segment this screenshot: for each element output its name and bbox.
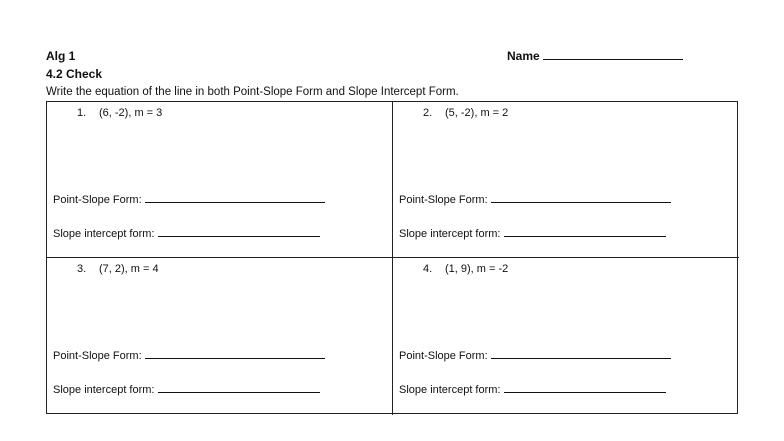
name-label: Name: [507, 49, 540, 63]
slope-intercept-answer: [399, 226, 666, 241]
problem-grid: [46, 101, 738, 414]
point-slope-blank[interactable]: [145, 192, 325, 203]
name-field: [507, 47, 683, 65]
problem-number: 3.: [77, 263, 87, 275]
problem-cell-1: [47, 102, 393, 258]
point-slope-blank[interactable]: [491, 192, 671, 203]
problem-cell-2: [393, 102, 739, 258]
slope-intercept-label: Slope intercept form:: [399, 384, 501, 396]
problem-prompt: [423, 106, 508, 120]
slope-intercept-answer: [399, 382, 666, 397]
slope-intercept-blank[interactable]: [504, 382, 666, 393]
name-blank[interactable]: [543, 47, 683, 60]
problem-cell-3: [47, 258, 393, 415]
problem-cell-4: [393, 258, 739, 415]
point-slope-answer: [53, 348, 325, 363]
point-slope-blank[interactable]: [145, 348, 325, 359]
problem-number: 2.: [423, 107, 433, 119]
problem-number: 4.: [423, 263, 433, 275]
problem-text: (5, -2), m = 2: [445, 107, 509, 119]
problem-text: (6, -2), m = 3: [99, 107, 163, 119]
slope-intercept-answer: [53, 226, 320, 241]
problem-number: 1.: [77, 107, 87, 119]
point-slope-answer: [399, 348, 671, 363]
problem-text: (7, 2), m = 4: [99, 263, 159, 275]
slope-intercept-blank[interactable]: [158, 382, 320, 393]
slope-intercept-answer: [53, 382, 320, 397]
point-slope-answer: [53, 192, 325, 207]
point-slope-label: Point-Slope Form:: [399, 350, 488, 362]
slope-intercept-blank[interactable]: [158, 226, 320, 237]
course-title: Alg 1: [46, 49, 76, 63]
header-left: [46, 47, 102, 83]
slope-intercept-label: Slope intercept form:: [399, 228, 501, 240]
point-slope-label: Point-Slope Form:: [399, 194, 488, 206]
problem-text: (1, 9), m = -2: [445, 263, 509, 275]
point-slope-answer: [399, 192, 671, 207]
point-slope-label: Point-Slope Form:: [53, 350, 142, 362]
problem-prompt: [77, 106, 162, 120]
problem-prompt: [77, 262, 159, 276]
slope-intercept-label: Slope intercept form:: [53, 384, 155, 396]
point-slope-label: Point-Slope Form:: [53, 194, 142, 206]
point-slope-blank[interactable]: [491, 348, 671, 359]
problem-prompt: [423, 262, 508, 276]
assignment-title: 4.2 Check: [46, 67, 103, 81]
instructions: Write the equation of the line in both Point-Slope Form and Slope Intercept Form.: [46, 86, 459, 98]
slope-intercept-blank[interactable]: [504, 226, 666, 237]
slope-intercept-label: Slope intercept form:: [53, 228, 155, 240]
